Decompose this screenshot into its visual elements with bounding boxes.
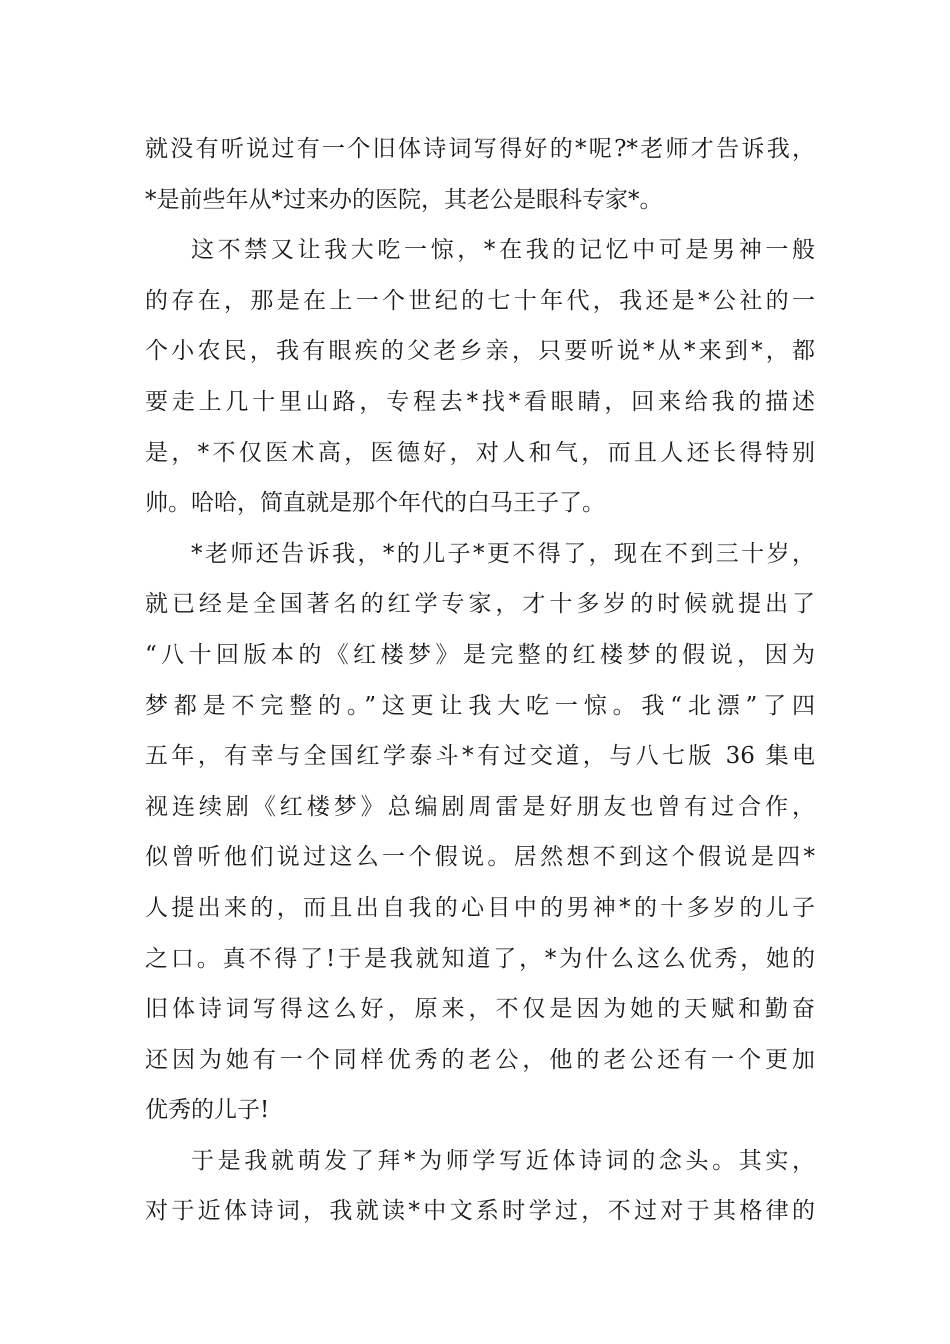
paragraph — [145, 529, 815, 1136]
text-line: 人提出来的，而且出自我的心目中的男神*的十多岁的儿子 — [145, 894, 815, 921]
paragraph — [145, 1136, 815, 1237]
text-line: 于是我就萌发了拜*为师学写近体诗词的念头。其实， — [191, 1147, 815, 1174]
text-line: 是，*不仅医术高，医德好，对人和气，而且人还长得特别 — [145, 439, 815, 466]
paragraph — [145, 124, 815, 225]
text-line: 个小农民，我有眼疾的父老乡亲，只要听说*从*来到*，都 — [145, 338, 815, 365]
text-line: 对于近体诗词，我就读*中文系时学过，不过对于其格律的 — [145, 1198, 815, 1225]
text-line: 就没有听说过有一个旧体诗词写得好的*呢?*老师才告诉我， — [145, 136, 815, 162]
text-line: 之口。真不得了!于是我就知道了，*为什么这么优秀，她的 — [145, 945, 815, 972]
text-line: 这不禁又让我大吃一惊，*在我的记忆中可是男神一般 — [191, 237, 815, 264]
text-line: *是前些年从*过来办的医院，其老公是眼科专家*。 — [145, 186, 663, 213]
text-line: 要走上几十里山路，专程去*找*看眼睛，回来给我的描述 — [145, 388, 815, 415]
text-line: *老师还告诉我，*的儿子*更不得了，现在不到三十岁， — [191, 540, 815, 567]
text-line: 还因为她有一个同样优秀的老公，他的老公还有一个更加 — [145, 1046, 815, 1073]
text-line: “八十回版本的《红楼梦》是完整的红楼梦的假说，因为 — [145, 641, 815, 668]
text-line: 帅。哈哈，简直就是那个年代的白马王子了。 — [145, 490, 605, 517]
text-line: 优秀的儿子! — [145, 1097, 270, 1124]
text-line: 梦都是不完整的。”这更让我大吃一惊。我“北漂”了四 — [145, 692, 815, 719]
text-line: 就已经是全国著名的红学专家，才十多岁的时候就提出了 — [145, 591, 815, 618]
document-body — [145, 124, 815, 1237]
text-line: 旧体诗词写得这么好，原来，不仅是因为她的天赋和勤奋 — [145, 996, 815, 1023]
text-line: 似曾听他们说过这么一个假说。居然想不到这个假说是四* — [145, 844, 815, 871]
text-line: 视连续剧《红楼梦》总编剧周雷是好朋友也曾有过合作， — [145, 793, 815, 820]
text-line: 的存在，那是在上一个世纪的七十年代，我还是*公社的一 — [145, 287, 815, 314]
text-line: 五年，有幸与全国红学泰斗*有过交道，与八七版 36 集电 — [145, 743, 815, 770]
paragraph — [145, 225, 815, 529]
